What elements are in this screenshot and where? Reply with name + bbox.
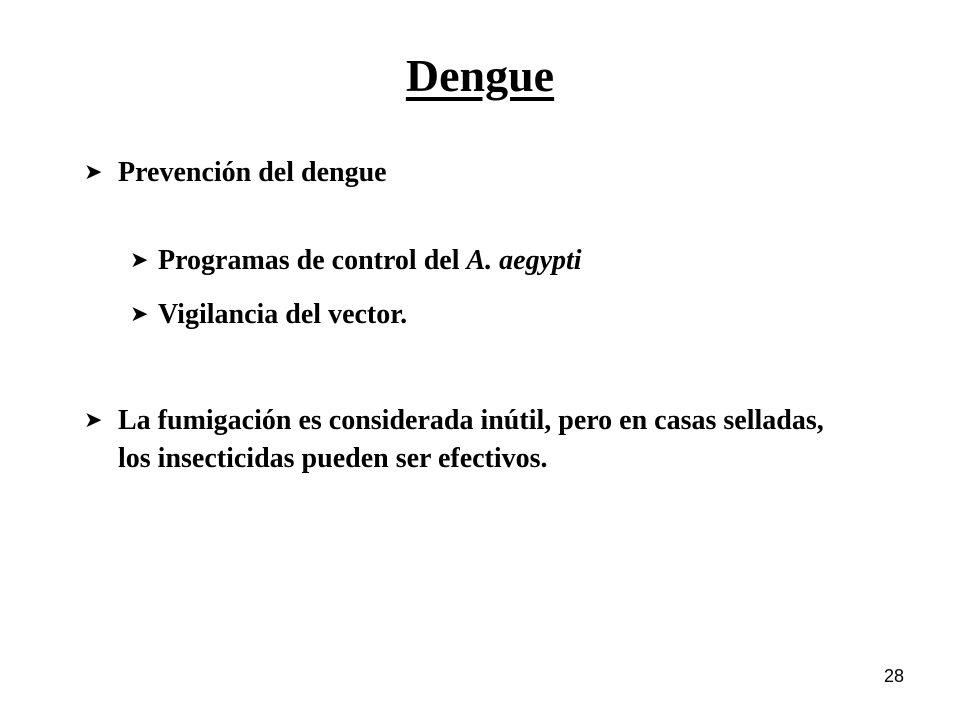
bullet-prevencion xyxy=(84,154,387,192)
sub-bullet-programas xyxy=(130,242,582,280)
arrow-bullet-icon: ➤ xyxy=(84,408,103,433)
page-number: 28 xyxy=(883,666,904,686)
arrow-bullet-icon: ➤ xyxy=(84,160,103,185)
arrow-bullet-icon: ➤ xyxy=(130,302,149,327)
arrow-bullet-icon: ➤ xyxy=(130,248,149,273)
bullet-text xyxy=(158,242,582,280)
sub-bullet-vigilancia xyxy=(130,296,407,334)
bullet-text: Prevención del dengue xyxy=(118,157,387,188)
bullet-fumigacion xyxy=(84,402,864,478)
bullet-text-species: A. aegypti xyxy=(466,245,582,276)
bullet-text: La fumigación es considerada inútil, pero en casas selladas, los insecticidas pueden ser efectivos. xyxy=(118,405,824,474)
bullet-text-prefix: Programas de control del xyxy=(158,245,467,276)
bullet-text: Vigilancia del vector. xyxy=(158,299,408,330)
slide-title: Dengue xyxy=(405,50,555,101)
